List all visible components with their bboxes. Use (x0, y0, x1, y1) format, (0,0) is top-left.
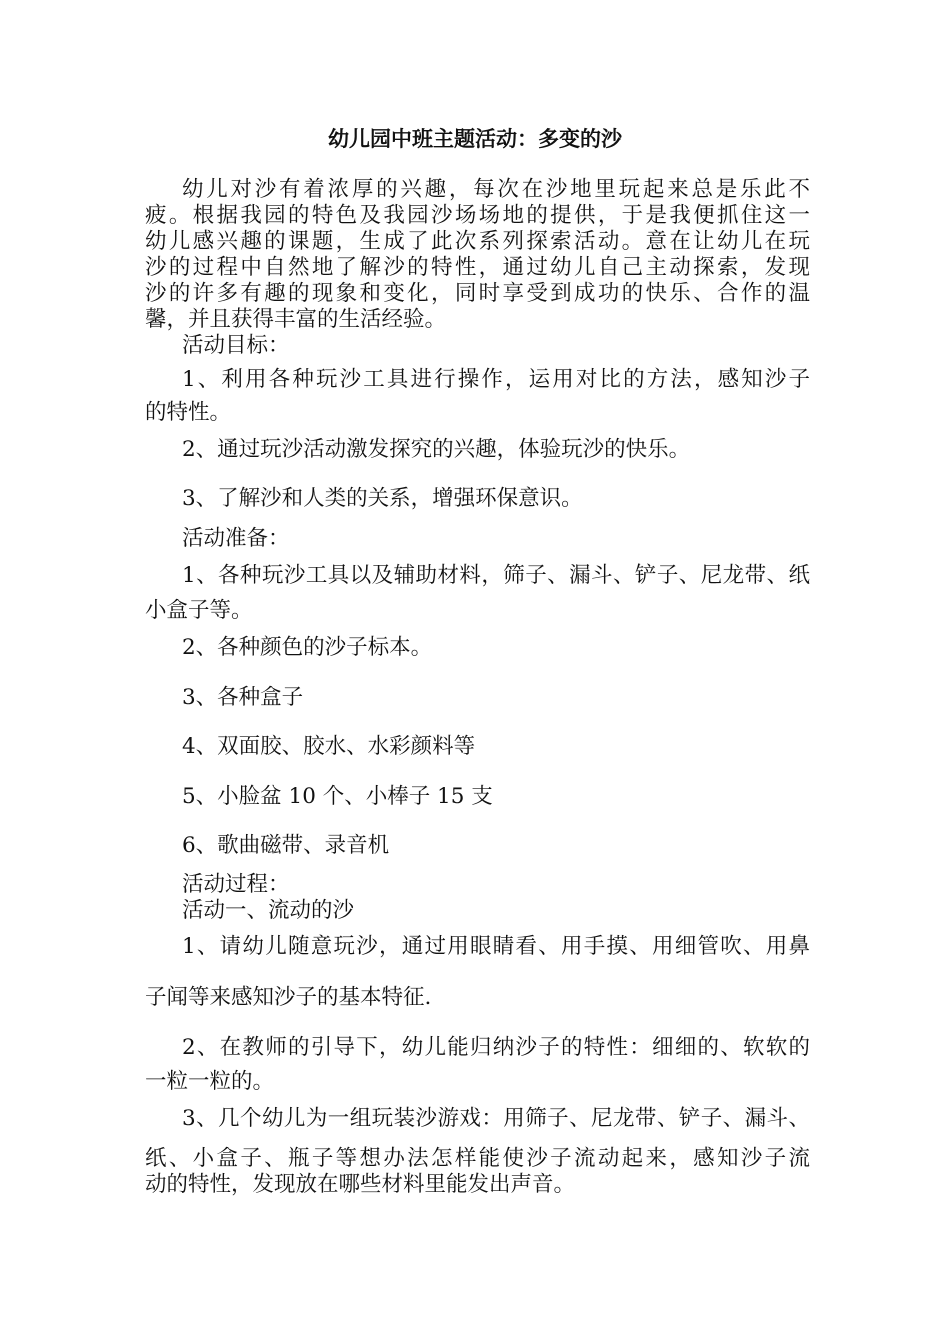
step-1-line-2: 子闻等来感知沙子的基本特征. (145, 985, 432, 1010)
goals-heading: 活动目标： (182, 333, 290, 358)
intro-line-3: 幼儿感兴趣的课题，生成了此次系列探索活动。意在让幼儿在玩 (145, 229, 810, 254)
prep-5: 5、小脸盆 10 个、小棒子 15 支 (182, 784, 493, 809)
process-heading: 活动过程： (182, 872, 290, 897)
document-title: 幼儿园中班主题活动：多变的沙 (328, 127, 622, 151)
step-3-line-3: 动的特性，发现放在哪些材料里能发出声音。 (145, 1172, 576, 1197)
goal-1-line-1: 1、利用各种玩沙工具进行操作，运用对比的方法，感知沙子 (182, 367, 810, 392)
prep-heading: 活动准备： (182, 526, 290, 551)
step-3-line-1: 3、几个幼儿为一组玩装沙游戏：用筛子、尼龙带、铲子、漏斗、 (182, 1106, 810, 1131)
intro-line-1: 幼儿对沙有着浓厚的兴趣，每次在沙地里玩起来总是乐此不 (182, 177, 810, 202)
goal-1-line-2: 的特性。 (145, 400, 232, 425)
prep-6: 6、歌曲磁带、录音机 (182, 833, 390, 858)
intro-line-2: 疲。根据我园的特色及我园沙场场地的提供，于是我便抓住这一 (145, 203, 810, 228)
prep-2: 2、各种颜色的沙子标本。 (182, 635, 433, 660)
goal-2: 2、通过玩沙活动激发探究的兴趣，体验玩沙的快乐。 (182, 437, 691, 462)
intro-line-4: 沙的过程中自然地了解沙的特性，通过幼儿自己主动探索，发现 (145, 255, 810, 280)
step-3-line-2: 纸、小盒子、瓶子等想办法怎样能使沙子流动起来，感知沙子流 (145, 1146, 810, 1171)
prep-1-line-2: 小盒子等。 (145, 598, 253, 623)
step-1-line-1: 1、请幼儿随意玩沙，通过用眼睛看、用手摸、用细管吹、用鼻 (182, 934, 810, 959)
prep-1-line-1: 1、各种玩沙工具以及辅助材料，筛子、漏斗、铲子、尼龙带、纸 (182, 563, 810, 588)
step-2-line-2: 一粒一粒的。 (145, 1069, 275, 1094)
goal-3: 3、了解沙和人类的关系，增强环保意识。 (182, 486, 583, 511)
prep-3: 3、各种盒子 (182, 685, 304, 710)
intro-line-5: 沙的许多有趣的现象和变化，同时享受到成功的快乐、合作的温 (145, 281, 810, 306)
step-2-line-1: 2、在教师的引导下，幼儿能归纳沙子的特性：细细的、软软的 (182, 1035, 810, 1060)
prep-4: 4、双面胶、胶水、水彩颜料等 (182, 734, 476, 759)
intro-line-6: 馨，并且获得丰富的生活经验。 (145, 307, 447, 332)
activity-1-heading: 活动一、流动的沙 (182, 898, 355, 923)
